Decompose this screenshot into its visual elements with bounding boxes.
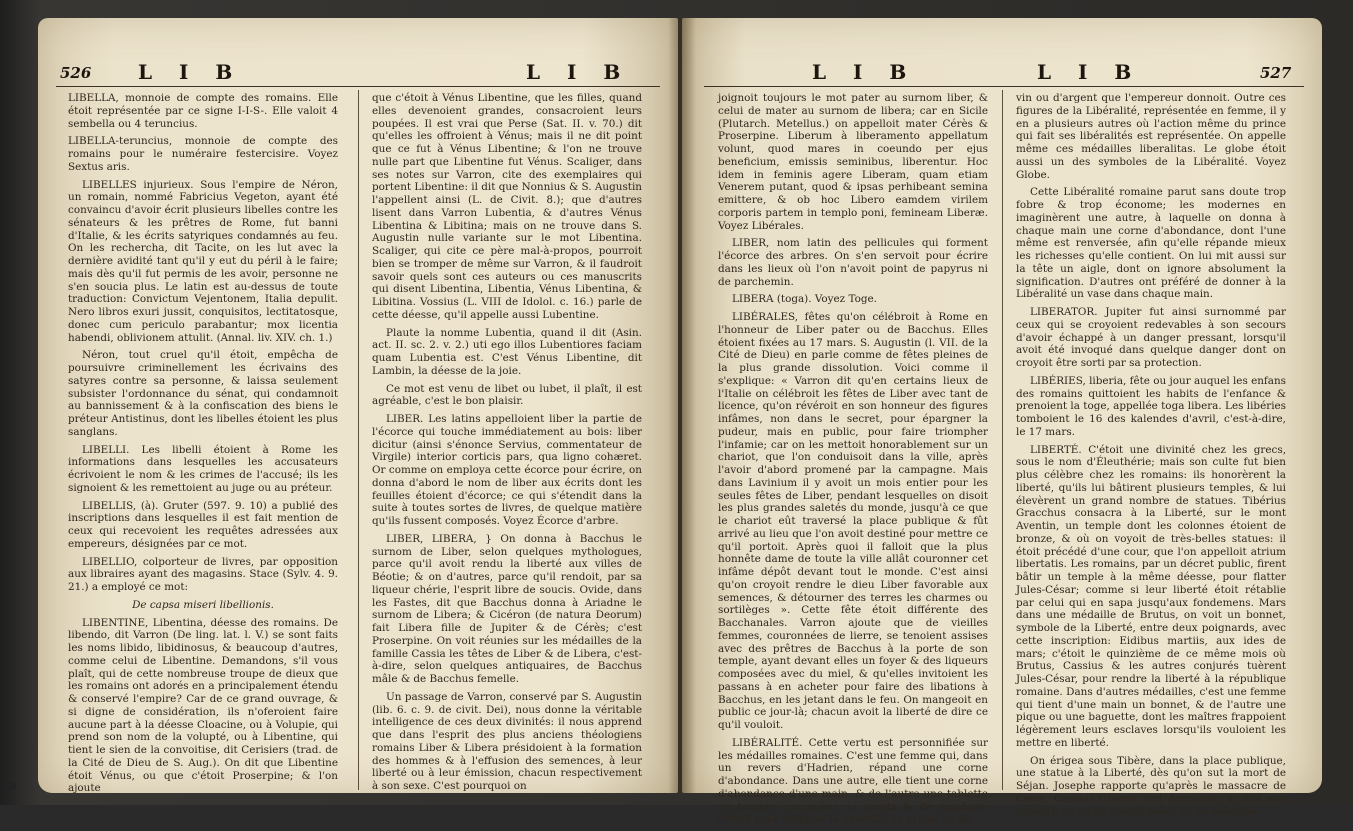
running-head-left-2: L I B — [526, 60, 631, 84]
entry-libella-teruncius: LIBELLA-teruncius, monnoie de compte des romains pour le numéraire festercisire. Voyez Sextus aris. — [68, 135, 338, 173]
entry-liberte: LIBERTÉ. C'étoit une divinité chez les grecs, sous le nom d'Éleuthérie; mais son culte fut bien plus célèbre chez les romains: ils honorèrent la liberté, qu'ils lui bâtirent plusieurs temples, & lui élevèrent un grand nombre de statues. Tibérius Gracchus consacra à la Liberté, sur le mont Aventin, un temple dont les colonnes étoient de bronze, & où on voyoit de très-belles statues: il étoit précédé d'une cour, que l'on appelloit atrium libertatis. Les romains, par un décret public, firent bâtir un temple à la même déesse, pour flatter Jules-César; comme si leur liberté étoit rétablie par celui qui en sapa jusqu'aux fondemens. Mars dans une médaille de Brutus, on voit un bonnet, symbole de la Liberté, entre deux poignards, avec cette inscription: Eidibus martiis, aux ides de mars; c'étoit le quinzième de ce même mois où Brutus, Cassius & les autres conjurés tuèrent Jules-César, pour rendre la liberté à la république romaine. Dans d'autres médailles, c'est une femme qui tient d'une main un bonnet, & de l'autre une pique ou une baguette, dont les maîtres frappoient légèrement leurs esclaves lorsqu'ils vouloient les mettre en liberté. — [1016, 443, 1286, 749]
entry-libentine: LIBENTINE, Libentina, déesse des romains. De libendo, dit Varron (De ling. lat. l. V.) se sont faits les noms libido, libidinosus, & beaucoup d'autres, comme celui de Libentine. Demandons, s'il vous plaît, qui de cette nombreuse troupe de dieux que les romains ont adorés en a principalement étendu & conservé l'empire? Car de ce grand ouvrage, & si digne de considération, ils n'oferoient faire aucune part à la déesse Cloacine, ou à Volupie, qui prend son nom de la volupté, ou à Libentine, qui tient le sien de la convoitise, dit Cerisiers (trad. de la Cité de Dieu de S. Aug.). On dit que Libentine étoit Vénus, ou que c'étoit Proserpine; & l'on ajoute — [68, 616, 338, 795]
column-rule-right — [1002, 90, 1003, 790]
entry-libellis: LIBELLIS, (à). Gruter (597. 9. 10) a publié des inscriptions dans lesquelles il est fait mention de ceux qui recevoient les requêtes adressées aux empereurs, désignées par ce mot. — [68, 499, 338, 550]
header-rule-left — [56, 86, 660, 87]
running-head-left-1: L I B — [138, 60, 243, 84]
right-page-column-2 — [1016, 92, 1286, 823]
entry-libella: LIBELLA, monnoie de compte des romains. Elle étoit représentée par ce signe I-I-S-. Elle valoit 4 sembella ou 4 teruncius. — [68, 92, 338, 130]
entry-liberalite-moderne: Cette Libéralité romaine parut sans doute trop fobre & trop économe; les modernes en imaginèrent une autre, à laquelle on donna à chaque main une corne d'abondance, dont l'une même est renversée, afin qu'elle répande mieux les richesses qu'elle contient. On lui mit aussi sur la tête un aigle, dont on ignore absolument la signification. D'autres ont préféré de donner à la Libéralité un vase dans chaque main. — [1016, 186, 1286, 301]
entry-liberalite: LIBÉRALITÉ. Cette vertu est personnifiée sur les médailles romaines. C'est une femme qui, dans un revers d'Hadrien, répand une corne d'abondance. Dans une autre, elle tient une corne d'abondance d'une main, & de l'autre une tablette ou tessère, marquées de points & de nombres; c'étoit pour indiquer la quantité de grains ou de — [718, 736, 988, 826]
entry-neron: Néron, tout cruel qu'il étoit, empêcha de poursuivre criminellement les écrivains des satyres contre sa personne, & laissa seulement subsister l'ordonnance du sénat, qui condamnoit au bannissement & à la confiscation des biens le préteur Antistinus, dont les libelles étoient les plus sanglans. — [68, 349, 338, 438]
running-head-right-2: L I B — [1037, 60, 1142, 84]
header-rule-right — [704, 86, 1304, 87]
entry-statue-liberte: On érigea sous Tibère, dans la place publique, une statue à la Liberté, dès qu'on sut la mort de Séjan. Josephe rapporte qu'après le massacre de Caïus, Cassius Chéréa vint demander le mot aux consuls, ce qu'on n'avoit point vu de mémoire — [1016, 754, 1286, 818]
entry-libelli: LIBELLI. Les libelli étoient à Rome les informations dans lesquelles les accusateurs écrivoient le nom & les crimes de l'accusé; ils les signoient & les remettoient au juge ou au préteur. — [68, 443, 338, 494]
entry-varron: Un passage de Varron, conservé par S. Augustin (lib. 6. c. 9. de civit. Dei), nous donne la véritable intelligence de ces deux divinités: il nous apprend que dans l'esprit des plus anciens théologiens romains Liber & Libera présidoient à la formation des hommes & à l'effusion des semences, à leur liberté ou à leur émission, chacun respectivement à son sexe. C'est pourquoi on — [372, 690, 642, 792]
quote-stace: De capsa miseri libellionis. — [132, 598, 274, 611]
entry-plaute: Plaute la nomme Lubentia, quand il dit (Asin. act. II. sc. 2. v. 2.) uti ego illos Lubentiores faciam quam Lubentia est. C'est Vénus Libentine, dit Lambin, la déesse de la joie. — [372, 326, 642, 377]
right-page — [682, 18, 1322, 826]
entry-liberies: LIBÉRIES, liberia, fête ou jour auquel les enfans des romains quittoient les habits de l'enfance & prenoient la toge, appellée toga libera. Les libéries tomboient le 16 des kalendes d'avril, c'est-à-dire, le 17 mars. — [1016, 374, 1286, 438]
right-page-column-1 — [718, 92, 988, 831]
continuation-liberalite: vin ou d'argent que l'empereur donnoit. Outre ces figures de la Libéralité, représentée en femme, il y en a plusieurs autres où l'action même du prince qui fait ses libéralités est représentée. On appelle même ces médailles liberalitas. Le globe étoit aussi un des symboles de la Libéralité. Voyez Globe. — [1016, 92, 1286, 181]
column-rule-left — [358, 90, 359, 790]
entry-liber: LIBER. Les latins appelloient liber la partie de l'écorce qui touche immédiatement au bois: liber dicitur (ainsi s'énonce Servius, commentateur de Virgile) interior corticis pars, qua ligno cohæret. Or comme on employa cette écorce pour écrire, on donna d'abord le nom de liber aux écrits dont les feuilles étoient d'écorce; ce qui s'étendit dans la suite à toutes sortes de livres, de quelque matière qu'ils fussent composés. Voyez Écorce d'arbre. — [372, 413, 642, 527]
entry-liberator: LIBERATOR. Jupiter fut ainsi surnommé par ceux qui se croyoient redevables à son secours d'avoir échappé à un danger pressant, lorsqu'il avoit été invoqué dans quelque danger dont on croyoit être sorti par sa protection. — [1016, 306, 1286, 369]
left-page-column-2 — [372, 92, 642, 798]
entry-liber-libera: LIBER, LIBERA, } On donna à Bacchus le surnom de Liber, selon quelques mythologues, parce qu'il avoit rendu la liberté aux villes de Béotie; & on d'autres, parce qu'il rendoit, par sa liqueur chérie, l'esprit libre de soucis. Ovide, dans les Fastes, dit que Bacchus donna à Ariadne le surnom de Libera; & Cicéron (de natura Deorum) fait Libera fille de Jupiter & de Cérès; c'est Proserpine. On voit réunies sur les médailles de la famille Cassia les têtes de Liber & de Libera, c'est-à-dire, selon quelques antiquaires, de Bacchus mâle & de Bacchus femelle. — [372, 532, 642, 685]
margin-mark — [8, 782, 16, 790]
page-number-left: 526 — [60, 64, 92, 82]
entry-libelles: LIBELLES injurieux. Sous l'empire de Néron, un romain, nommé Fabricius Vegeton, ayant été convaincu d'avoir écrit plusieurs libelles contre les sénateurs & les prêtres de Rome, fut banni d'Italie, & les écrits satyriques condamnés au feu. On les rechercha, dit Tacite, on les lut avec la dernière avidité tant qu'il y eut du péril à le faire; mais dès qu'il fut permis de les avoir, personne ne s'en soucia plus. Le latin est au-dessus de toute traduction: Convictum Vejentonem, Italia depulit. Nero libros exuri jussit, conquisitos, lectitatosque, donec cum periculo parabantur; mox licentia habendi, oblivionem attulit. (Annal. liv. XIV. ch. 1.) — [68, 178, 338, 344]
entry-libellio: LIBELLIO, colporteur de livres, par opposition aux libraires ayant des magasins. Stace (Sylv. 4. 9. 21.) a employé ce mot: — [68, 555, 338, 593]
left-page — [38, 18, 678, 793]
entry-libera-toga: LIBERA (toga). Voyez Toge. — [732, 293, 877, 306]
continuation-liber: joignoit toujours le mot pater au surnom liber, & celui de mater au surnom de libera; car en Sicile (Plutarch. Metellus.) on appelloit mater Cérès & Proserpine. Liberum à liberamento appellatum volunt, quod mares in coeundo per ejus beneficium, emissis seminibus, liberentur. Hoc idem in feminis agere Liberam, quam etiam Venerem putant, quod & ipsas perhibeant semina emittere, & ob hoc Libero eamdem virilem corporis partem in templo poni, femineam Liberæ. Voyez Libérales. — [718, 92, 988, 232]
running-head-right-1: L I B — [812, 60, 917, 84]
continuation-libentine: que c'étoit à Vénus Libentine, que les filles, quand elles devenoient grandes, consacroient leurs poupées. Il est vrai que Perse (Sat. II. v. 70.) dit qu'elles les offroient à Vénus; mais il ne dit point que ce fut à Vénus Libentine; & l'on ne trouve nulle part que Libentine fut Vénus. Scaliger, dans ses notes sur Varron, cite des exemplaires qui portent Libentine: il dit que Nonnius & S. Augustin l'appellent ainsi (L. de Civit. 8.); que d'autres lisent dans Varron Lubentia, & d'autres Vénus Libentina & Libitina; mais on ne trouve dans S. Augustin nulle variante sur le mot Libentina. Scaliger, qui cite ce père mal-à-propos, pourroit bien se tromper de même sur Varron, & il faudroit savoir quels sont ces auteurs ou ces manuscrits qui disent Libentina, Libentia, Vénus Libentina, & Libitina. Vossius (L. VIII de Idolol. c. 16.) parle de cette déesse, qu'il appelle aussi Lubentine. — [372, 92, 642, 321]
entry-liber-ecorce: LIBER, nom latin des pellicules qui forment l'écorce des arbres. On s'en servoit pour écrire dans les lieux où l'on n'avoit point de papyrus ni de parchemin. — [718, 237, 988, 288]
book-gutter — [668, 18, 696, 793]
entry-ce-mot: Ce mot est venu de libet ou lubet, il plaît, il est agréable, c'est le bon plaisir. — [372, 382, 642, 408]
left-page-column-1 — [68, 92, 338, 800]
page-number-right: 527 — [1260, 64, 1292, 82]
entry-liberales: LIBÉRALES, fêtes qu'on célébroit à Rome en l'honneur de Liber pater ou de Bacchus. Elles étoient fixées au 17 mars. S. Augustin (l. VII. de la Cité de Dieu) en parle comme de fêtes pleines de la plus grande dissolution. Voici comme il s'explique: « Varron dit qu'en certains lieux de l'Italie on célébroit les fêtes de Liber avec tant de licence, qu'on révéroit en son honneur des figures infâmes, non dans le secret, pour épargner la pudeur, mais en public, pour faire triompher l'infamie; car on les mettoit honorablement sur un chariot, que l'on conduisoit dans la ville, après l'avoir d'abord promené par la campagne. Mais dans Lavinium il y avoit un mois entier pour les seules fêtes de Liber, pendant lesquelles on disoit les plus grandes saletés du monde, jusqu'à ce que le chariot eût traversé la place publique & fût arrivé au lieu que l'on avoit destiné pour mettre ce qu'il portoit. Après quoi il falloit que la plus honnête dame de toute la ville allât couronner cet infâme dépôt devant tout le monde. C'est ainsi qu'on croyoit rendre le dieu Liber favorable aux semences, & détourner des terres les charmes ou sortilèges ». Cette fête étoit différente des Bacchanales. Varron ajoute que de vieilles femmes, couronnées de lierre, se tenoient assises avec des prêtres de Bacchus à la porte de son temple, ayant devant elles un foyer & des liqueurs composées avec du miel, & qu'elles invitoient les passans à en acheter pour faire des libations à Bacchus, en les jetant dans le feu. On mangeoit en public ce jour-là; chacun avoit la liberté de dire ce qu'il vouloit. — [718, 311, 988, 731]
